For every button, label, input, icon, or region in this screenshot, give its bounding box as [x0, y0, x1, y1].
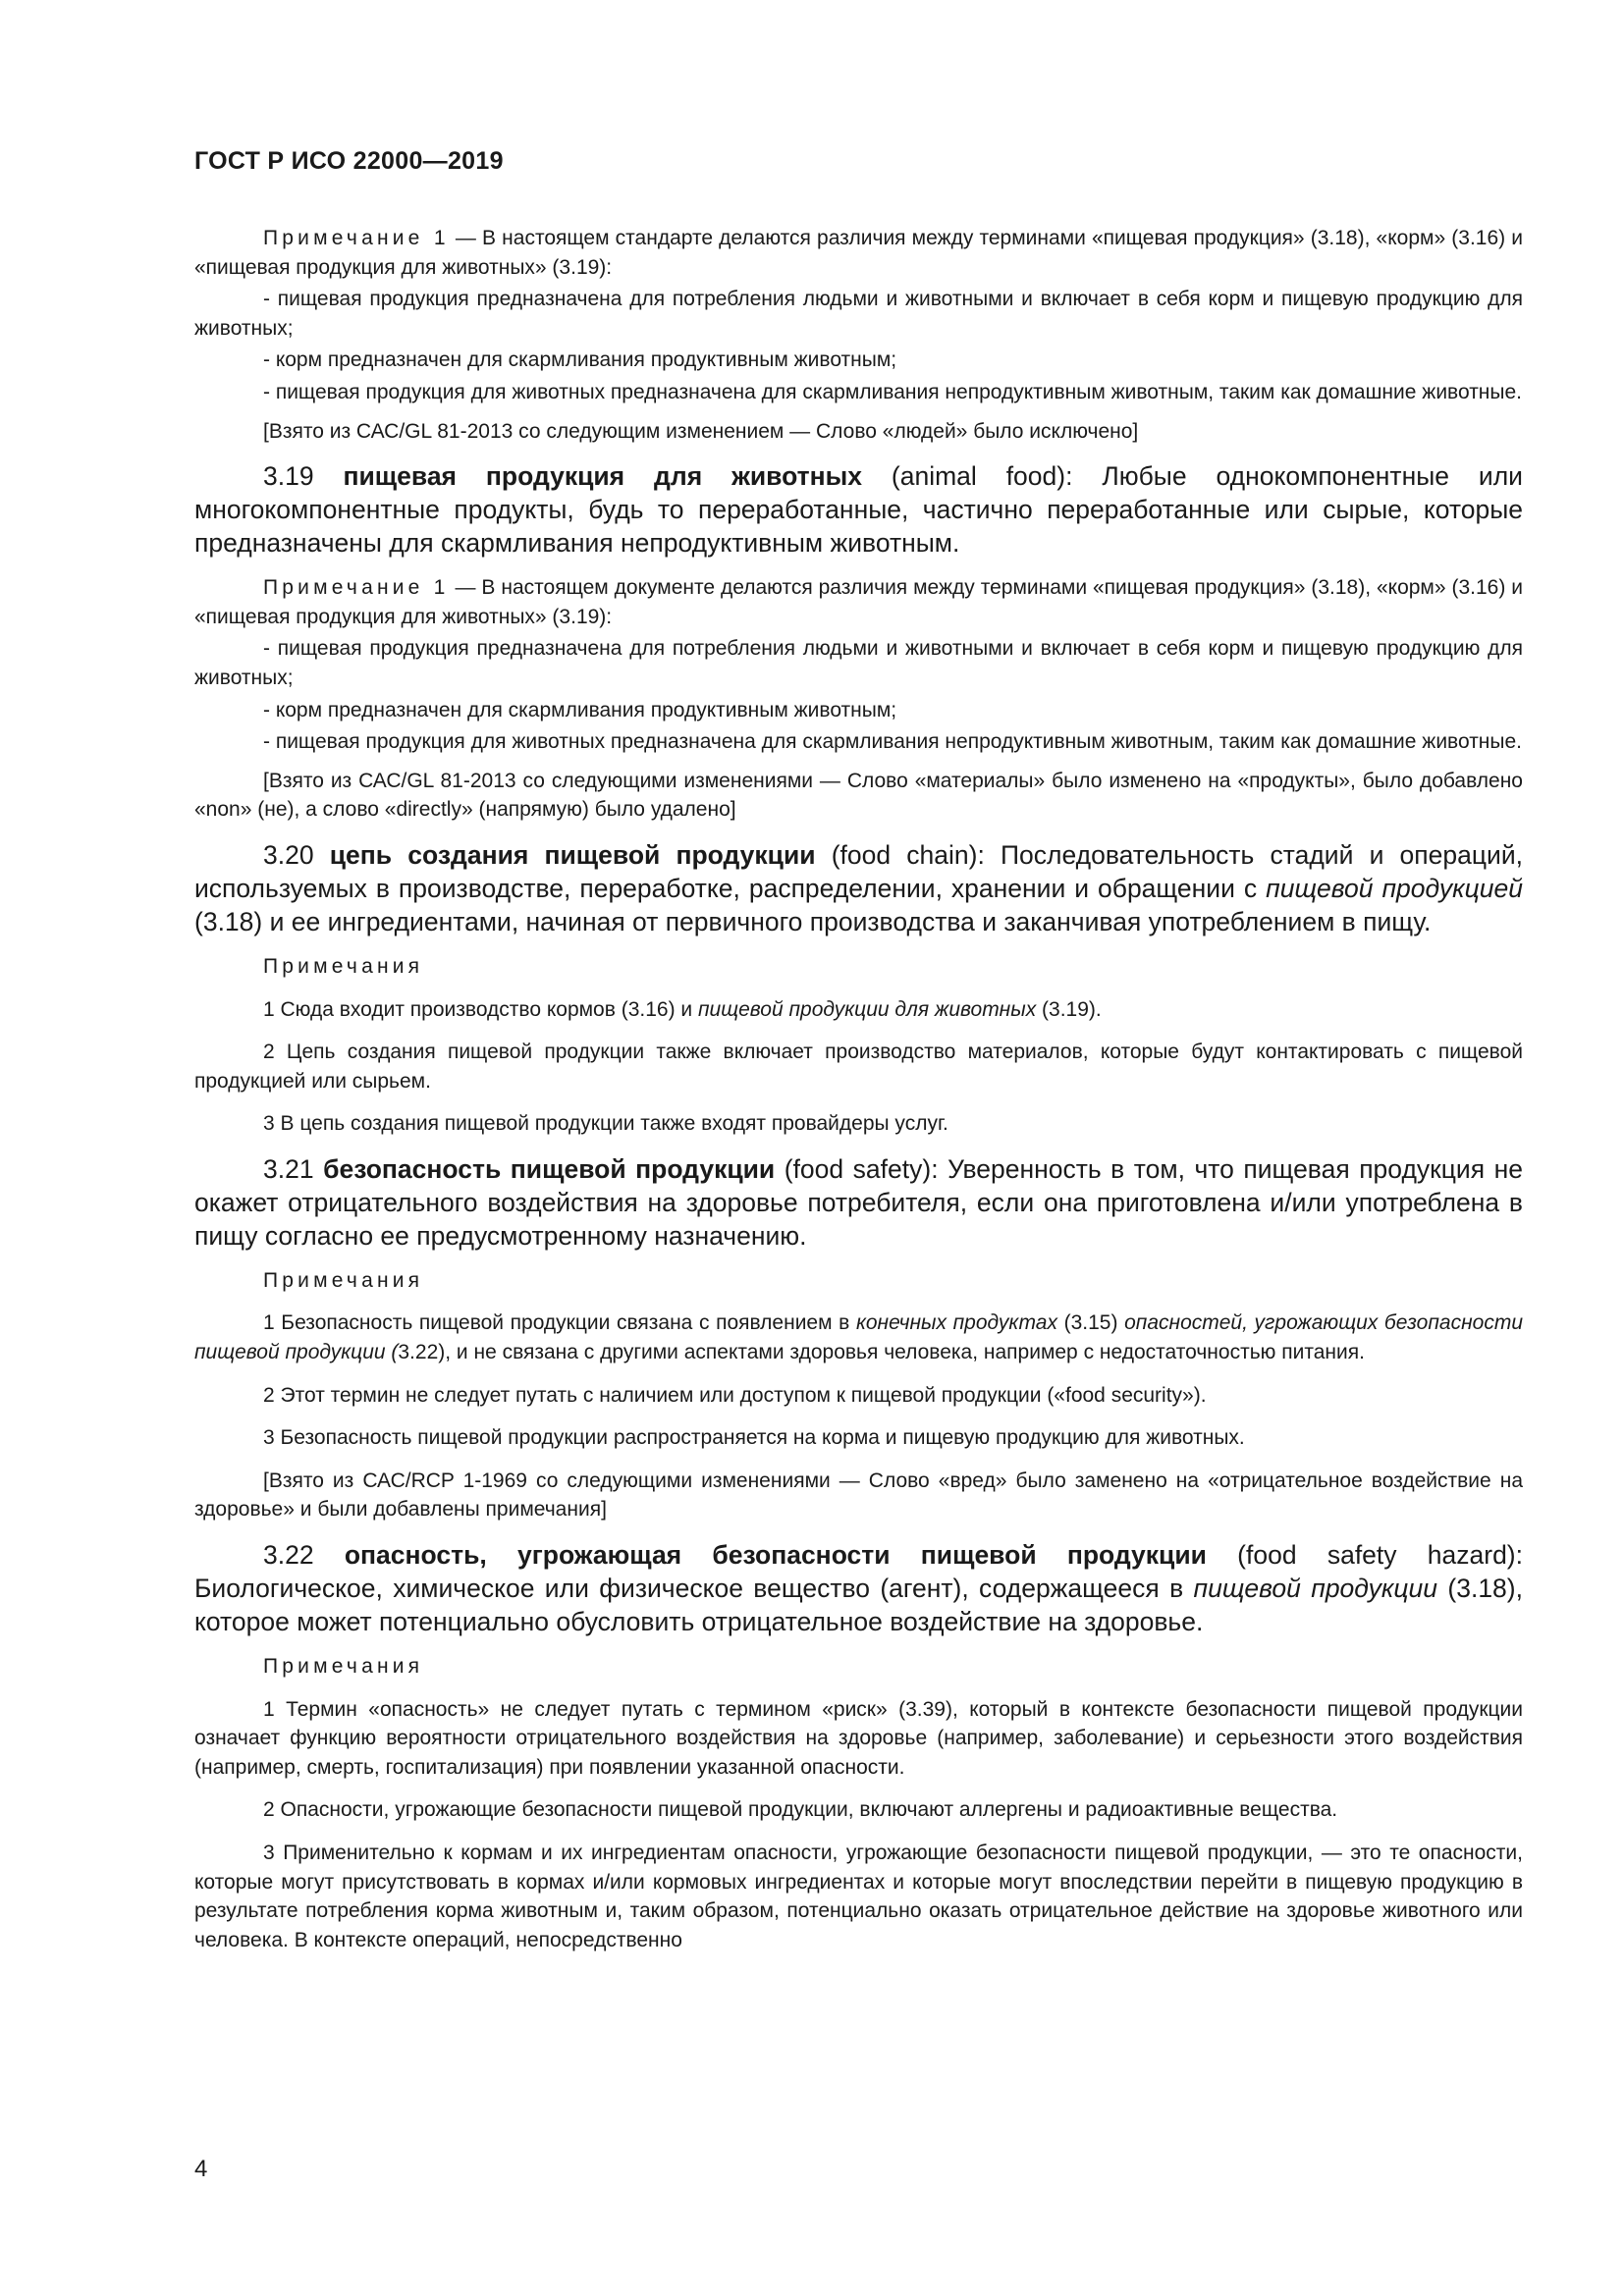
notes-320-label: Примечания	[263, 954, 424, 978]
note-318-bullet-2: - корм предназначен для скармливания продуктивным животным;	[263, 348, 897, 372]
note-320-2: 2 Цепь создания пищевой продукции также включает производство материалов, которые будут контактировать с пищевой продукцией или сырьем.	[194, 1041, 1523, 1093]
note-label: Примечание 1	[263, 576, 450, 600]
term-3-22-title: опасность, угрожающая безопасности пищевой продукции	[344, 1540, 1207, 1571]
note-318-source: [Взято из САС/GL 81-2013 со следующим изменением — Слово «людей» было исключено]	[263, 419, 1139, 443]
note-322-2: 2 Опасности, угрожающие безопасности пищевой продукции, включают аллергены и радиоактивные вещества.	[263, 1798, 1338, 1822]
note-319-bullet-3: - пищевая продукция для животных предназначена для скармливания непродуктивным животным, таким как домашние животные.	[263, 730, 1523, 754]
note-321-2: 2 Этот термин не следует путать с наличием или доступом к пищевой продукции («food security»).	[263, 1383, 1207, 1407]
note-321-source: [Взято из САС/RCP 1-1969 со следующими изменениями — Слово «вред» было заменено на «отрицательное воздействие на здоровье» и были добавлены примечания]	[194, 1468, 1523, 1522]
note-322-3: 3 Применительно к кормам и их ингредиентам опасности, угрожающие безопасности пищевой продукции, — это те опасности, которые могут присутствовать в кормах и/или кормовых ингредиентах и которые могут впоследствии перейти в пищевую продукцию в результате потребления корма животным и, таким образом, потенциально оказать отрицательное действие на здоровье животного или человека. В контексте операций, непосредственно	[194, 1842, 1523, 1951]
term-3-22: 3.22 опасность, угрожающая безопасности пищевой продукции (food safety hazard): Биологическое, химическое или физическое вещество (агент), содержащееся в пищевой продукции (3.18), которое может потенциально обусловить отрицательное воздействие на здоровье.	[194, 1540, 1523, 1637]
note-320-1: 1 Сюда входит производство кормов (3.16) и пищевой продукции для животных (3.19).	[263, 997, 1102, 1021]
term-3-19-title: пищевая продукция для животных	[343, 461, 862, 492]
note-321-3: 3 Безопасность пищевой продукции распространяется на корма и пищевую продукцию для животных.	[263, 1426, 1245, 1450]
term-3-21-title: безопасность пищевой продукции	[323, 1153, 776, 1184]
term-3-20: 3.20 цепь создания пищевой продукции (food chain): Последовательность стадий и операций, используемых в производстве, переработке, распределении, хранении и обращении с пищевой продукцией (3.18) и ее ингредиентами, начиная от первичного производства и заканчивая употреблением в пищу.	[194, 839, 1523, 936]
note-319-1: Примечание 1 — В настоящем документе делаются различия между терминами «пищевая продукция» (3.18), «корм» (3.16) и «пищевая продукция для животных» (3.19):	[194, 576, 1523, 628]
term-3-21: 3.21 безопасность пищевой продукции (food safety): Уверенность в том, что пищевая продукция не окажет отрицательного воздействия на здоровье потребителя, если она приготовлена и/или употреблена в пищу согласно ее предусмотренному назначению.	[194, 1153, 1523, 1251]
page-number: 4	[194, 2156, 208, 2182]
note-label: Примечание 1	[263, 227, 450, 249]
note-319-bullet-2: - корм предназначен для скармливания продуктивным животным;	[263, 698, 897, 721]
note-322-1: 1 Термин «опасность» не следует путать с термином «риск» (3.39), который в контексте безопасности пищевой продукции означает функцию вероятности отрицательного воздействия на здоровье (например, заболевание) и серьезности этого воздействия (например, смерть, госпитализация) при появлении указанной опасности.	[194, 1697, 1523, 1779]
notes-321-label: Примечания	[263, 1268, 424, 1292]
term-3-20-title: цепь создания пищевой продукции	[329, 839, 816, 870]
note-318-bullet-3: - пищевая продукция для животных предназначена для скармливания непродуктивным животным, таким как домашние животные.	[263, 380, 1523, 403]
document-header: ГОСТ Р ИСО 22000—2019	[194, 147, 504, 175]
notes-322-label: Примечания	[263, 1655, 424, 1679]
term-3-19: 3.19 пищевая продукция для животных (animal food): Любые однокомпонентные или многокомпонентные продукты, будь то переработанные, частично переработанные или сырые, которые предназначены для скармливания непродуктивным животным.	[194, 461, 1523, 559]
note-318-1: Примечание 1 — В настоящем стандарте делаются различия между терминами «пищевая продукция» (3.18), «корм» (3.16) и «пищевая продукция для животных» (3.19):	[194, 227, 1523, 279]
page-body	[194, 224, 1523, 1968]
note-320-3: 3 В цепь создания пищевой продукции также входят провайдеры услуг.	[263, 1112, 948, 1136]
note-319-bullet-1: - пищевая продукция предназначена для потребления людьми и животными и включает в себя корм и пищевую продукцию для животных;	[194, 637, 1523, 689]
note-318-bullet-1: - пищевая продукция предназначена для потребления людьми и животными и включает в себя корм и пищевую продукцию для животных;	[194, 288, 1523, 340]
note-321-1: 1 Безопасность пищевой продукции связана с появлением в конечных продуктах (3.15) опасностей, угрожающих безопасности пищевой продукции (3.22), и не связана с другими аспектами здоровья человека, например с недостаточностью питания.	[194, 1311, 1523, 1364]
note-319-source: [Взято из САС/GL 81-2013 со следующими изменениями — Слово «материалы» было изменено на «продукты», было добавлено «non» (не), а слово «directly» (напрямую) было удалено]	[194, 769, 1523, 822]
